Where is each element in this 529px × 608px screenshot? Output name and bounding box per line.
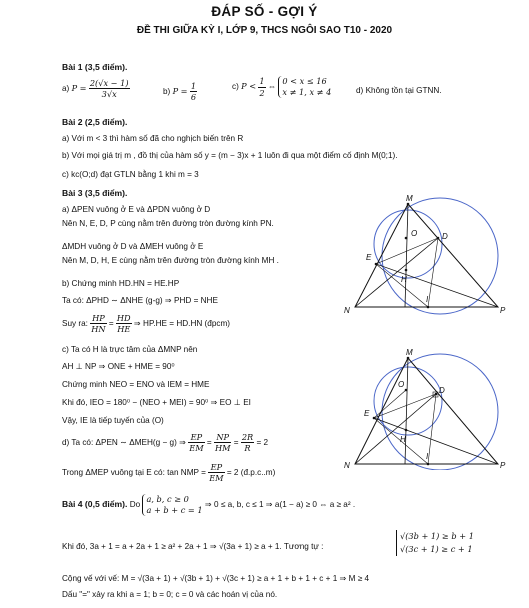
bai4-khi-do: Khi đó, 3a + 1 = a + 2a + 1 ≥ a² + 2a + 1 ⇒ √(3a + 1) ≥ a + 1. Tương tự : bbox=[62, 542, 324, 551]
bai3-d-line2: Trong ΔMEP vuông tại E có: tan NMP = $\frac{EP}{EM}$ = 2 (đ.p.c..m) bbox=[62, 462, 276, 484]
document-subtitle: ĐỀ THI GIỮA KỲ I, LỚP 9, THCS NGÔI SAO T10 - 2020 bbox=[136, 25, 393, 36]
bai3-c-line5: Vậy, IE là tiếp tuyến của (O) bbox=[62, 416, 164, 425]
fig2-label-I: I bbox=[426, 452, 429, 461]
fig1-label-D: D bbox=[442, 232, 448, 241]
fig2-label-M: M bbox=[406, 348, 413, 357]
bai3-a-line3: ΔMDH vuông ở D và ΔMEH vuông ở E bbox=[62, 242, 204, 251]
fig2-label-H: H bbox=[400, 435, 406, 444]
bai2-b: b) Với mọi giá trị m , đồ thị của hàm số y = (m − 3)x + 1 luôn đi qua một điểm cố định M(0;1). bbox=[62, 151, 398, 160]
bai3-heading: Bài 3 (3,5 điểm). bbox=[62, 188, 128, 198]
bai3-a-line1: a) ΔPEN vuông ở E và ΔPDN vuông ở D bbox=[62, 205, 211, 214]
fig1-label-I: I bbox=[426, 295, 429, 304]
document-title: ĐÁP SỐ - GỢI Ý bbox=[211, 4, 318, 19]
bai4-dau: Dấu "=" xảy ra khi a = 1; b = 0; c = 0 và các hoán vị của nó. bbox=[62, 590, 278, 599]
fig1-label-E: E bbox=[366, 253, 372, 262]
bai1-b: b) P = $\frac{1}{6}$ bbox=[163, 81, 197, 103]
bai1-d: d) Không tồn tại GTNN. bbox=[356, 86, 442, 95]
bai3-a-line4: Nên M, D, H, E cùng nằm trên đường tròn đường kính MH . bbox=[62, 256, 279, 265]
bai4-line1: Bài 4 (0,5 điểm). Do a, b, c ≥ 0 a + b + c = 1 ⇒ 0 ≤ a, b, c ≤ 1 ⇒ a(1 − a) ≥ 0 ⇔ a ≥ a² . bbox=[62, 494, 356, 516]
bai3-b-line1: b) Chứng minh HD.HN = HE.HP bbox=[62, 279, 180, 288]
bai2-a: a) Với m < 3 thì hàm số đã cho nghịch biến trên R bbox=[62, 134, 244, 143]
fig1-label-O: O bbox=[411, 229, 418, 238]
fig2-label-D: D bbox=[439, 386, 445, 395]
bai3-b-line2: Ta có: ΔPHD ∼ ΔNHE (g-g) ⇒ PHD = NHE bbox=[62, 296, 218, 305]
bai4-tuong-tu: √(3b + 1) ≥ b + 1 √(3c + 1) ≥ c + 1 bbox=[396, 530, 474, 556]
bai3-c-line4: Khi đó, IEO = 180⁰ − (NEO + MEI) = 90⁰ ⇒ EO ⊥ EI bbox=[62, 398, 251, 407]
fig1-label-N: N bbox=[344, 306, 350, 315]
fig2-label-E: E bbox=[364, 409, 370, 418]
bai4-heading: Bài 4 (0,5 điểm). bbox=[62, 499, 128, 510]
fig2-label-N: N bbox=[344, 461, 350, 470]
bai1-answers bbox=[62, 78, 130, 100]
bai1-a-lhs: P = bbox=[71, 82, 87, 93]
fig1-label-H: H bbox=[401, 275, 407, 284]
geometry-figure-1 bbox=[340, 194, 520, 318]
bai2-heading: Bài 2 (2,5 điểm). bbox=[62, 117, 128, 127]
bai3-c-line1: c) Ta có H là trực tâm của ΔMNP nên bbox=[62, 345, 198, 354]
bai3-c-line2: AH ⊥ NP ⇒ ONE + HME = 90⁰ bbox=[62, 362, 175, 371]
fig2-label-O: O bbox=[398, 380, 405, 389]
fig2-label-P: P bbox=[500, 461, 506, 470]
fig1-label-P: P bbox=[500, 306, 506, 315]
bai3-d-line1: d) Ta có: ΔPEN ∼ ΔMEH(g − g) ⇒ $\frac{EP}{EM}$ = $\frac{NP}{HM}$ = $\frac{2R}{R}$ = 2 bbox=[62, 432, 269, 454]
bai1-c: c) P < $\frac{1}{2}$ ⇔ 0 < x ≤ 16 x ≠ 1, x ≠ 4 bbox=[232, 76, 332, 98]
bai4-cong-ve: Cộng vế với vế: M = √(3a + 1) + √(3b + 1) + √(3c + 1) ≥ a + 1 + b + 1 + c + 1 ⇒ M ≥ 4 bbox=[62, 574, 370, 583]
fig1-label-M: M bbox=[406, 194, 413, 203]
bai3-b-line3: Suy ra: $\frac{HP}{HN}$ = $\frac{HD}{HE}$ ⇒ HP.HE = HD.HN (đpcm) bbox=[62, 313, 231, 335]
bai2-c: c) kc(O;d) đạt GTLN bằng 1 khi m = 3 bbox=[62, 170, 199, 179]
geometry-figure-2 bbox=[340, 346, 520, 470]
bai1-a-label: a) bbox=[62, 83, 70, 93]
bai1-heading: Bài 1 (3,5 điểm). bbox=[62, 62, 128, 72]
bai3-c-line3: Chứng minh NEO = ENO và IEM = HME bbox=[62, 380, 210, 389]
bai1-a-fraction: $\frac{2(√x - 1)}{3√x}$ bbox=[89, 78, 129, 100]
bai3-a-line2: Nên N, E, D, P cùng nằm trên đường tròn đường kính PN. bbox=[62, 219, 274, 228]
